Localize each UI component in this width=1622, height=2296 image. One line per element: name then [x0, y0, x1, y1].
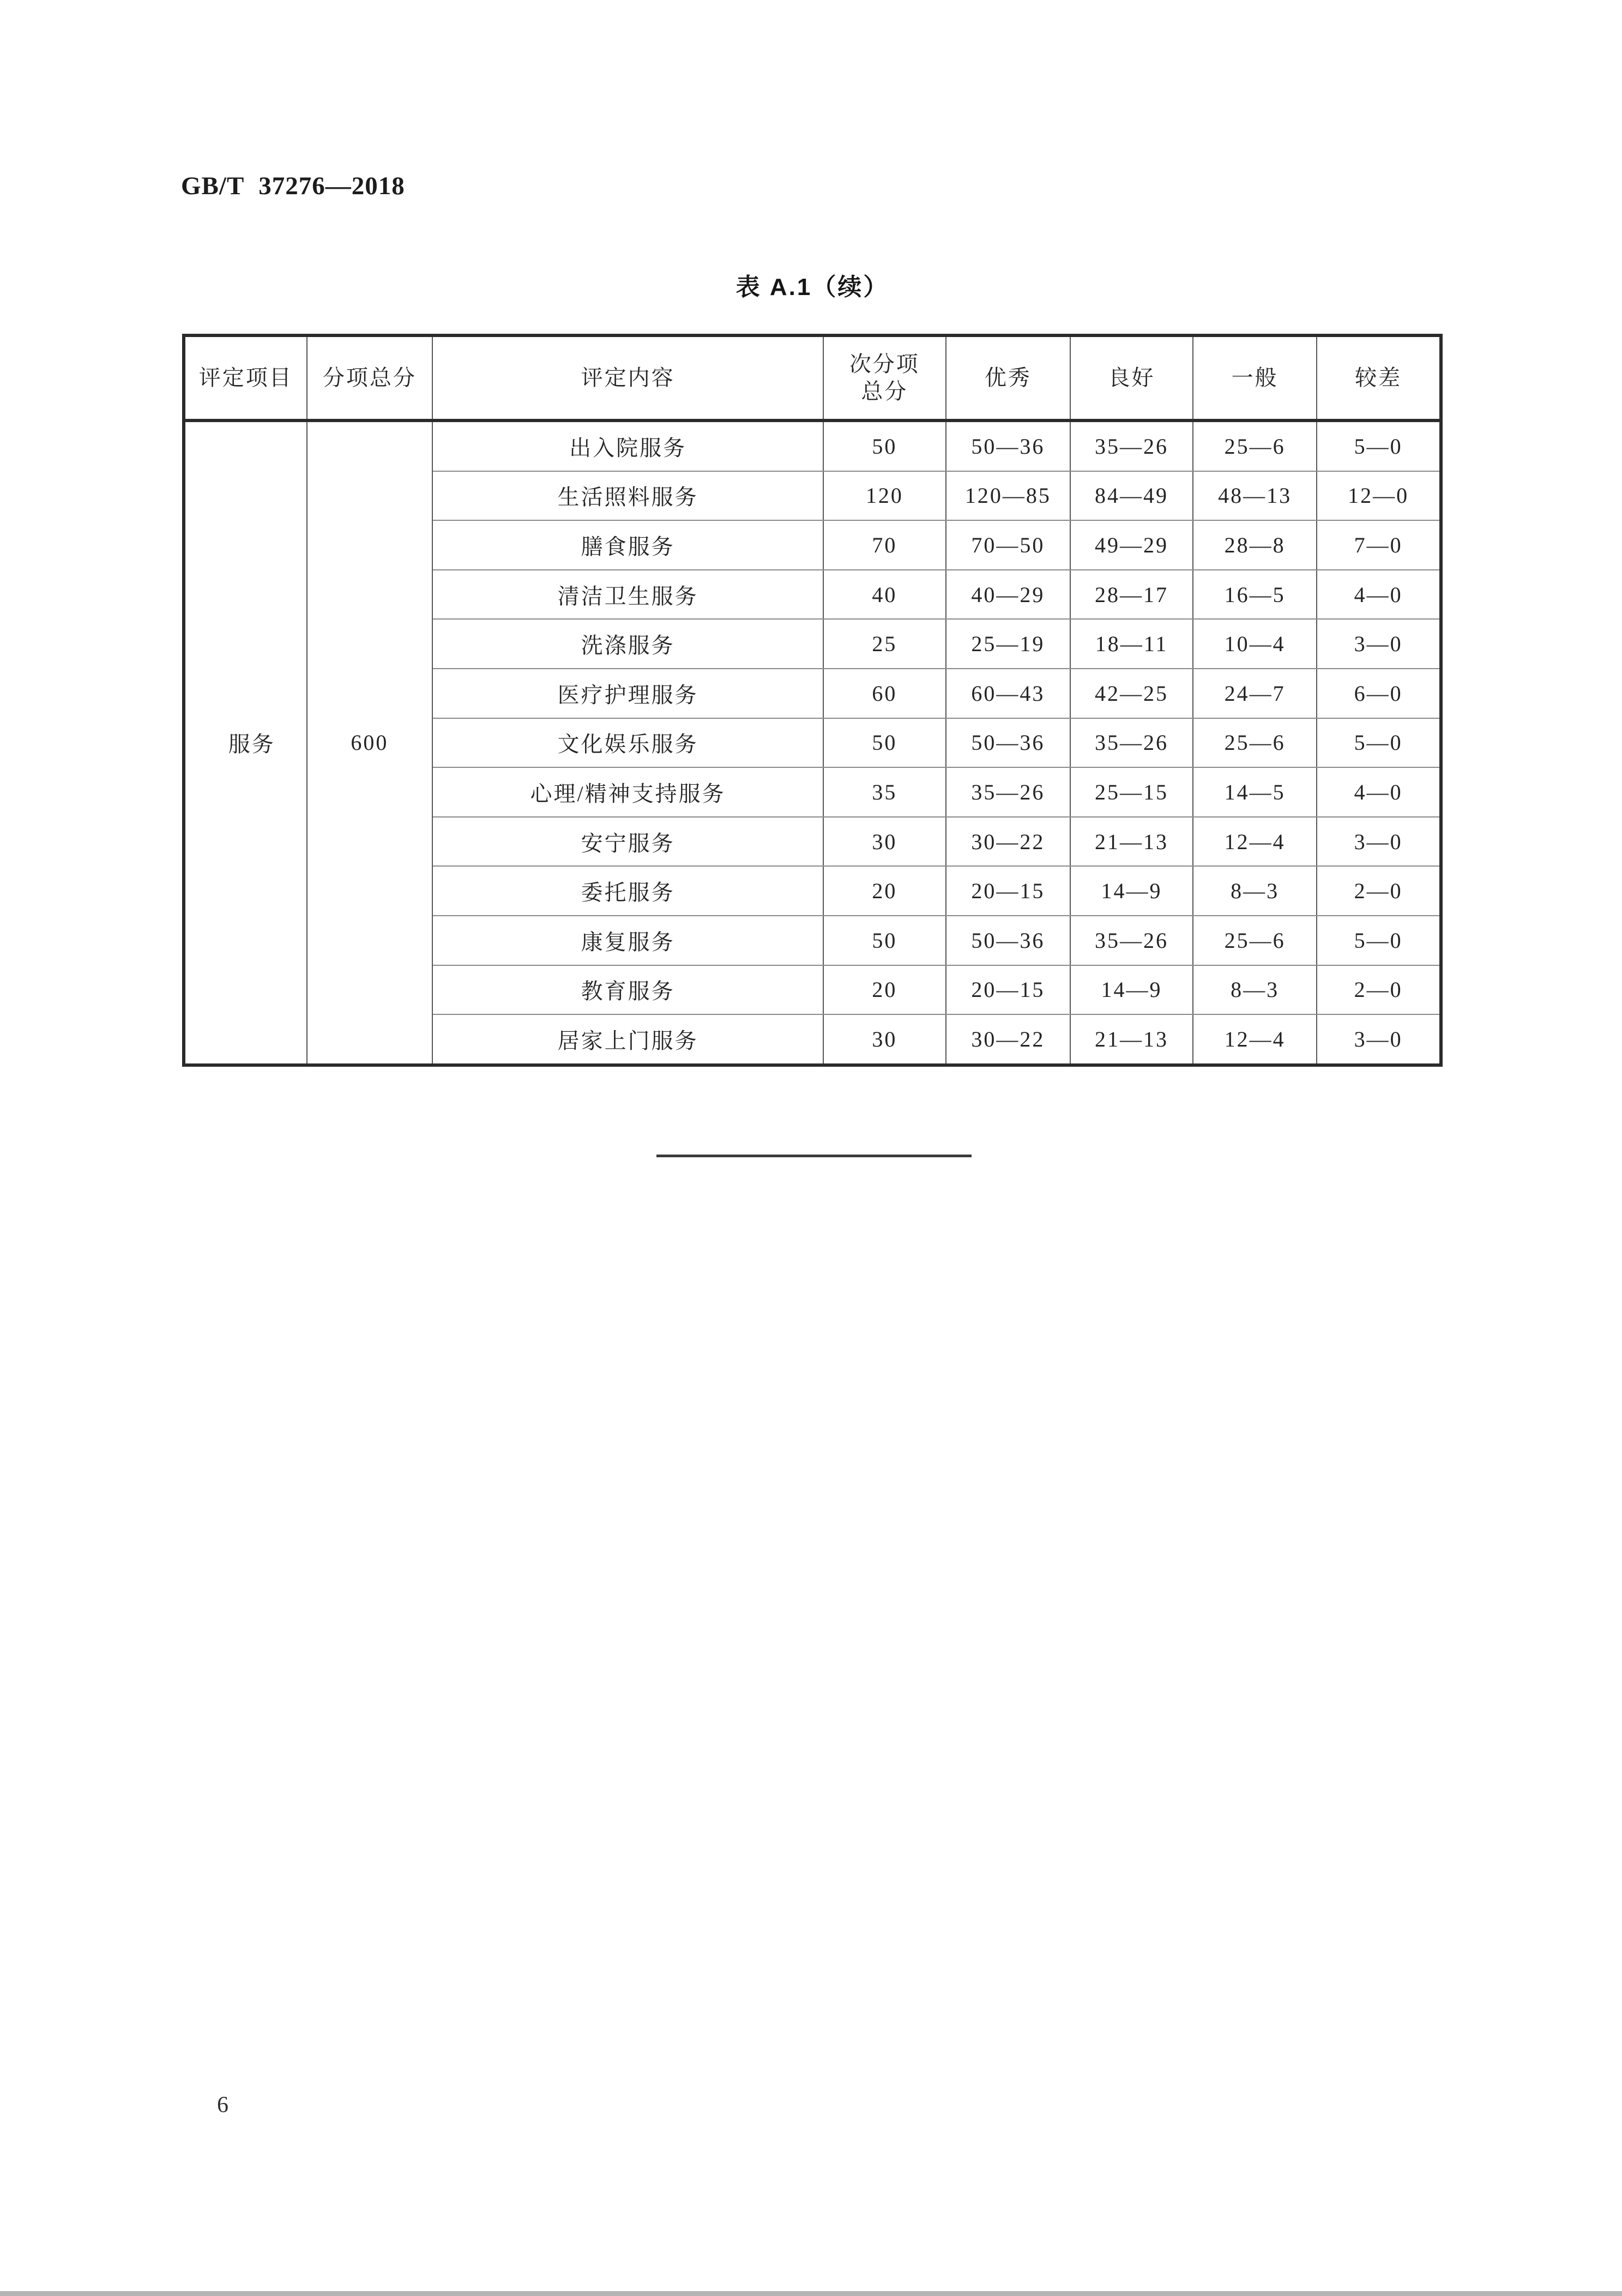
average-range-cell: 10—4 — [1193, 619, 1317, 669]
poor-range-cell: 3—0 — [1317, 619, 1441, 669]
average-range-cell: 25—6 — [1193, 916, 1317, 965]
excellent-range-cell: 30—22 — [946, 817, 1071, 867]
excellent-range-cell: 70—50 — [946, 520, 1071, 570]
poor-range-cell: 2—0 — [1317, 866, 1441, 916]
subsub-total-cell: 60 — [823, 669, 946, 718]
good-range-cell: 84—49 — [1070, 471, 1193, 521]
table-row — [184, 420, 1441, 471]
poor-range-cell: 2—0 — [1317, 965, 1441, 1015]
subsub-total-cell: 120 — [823, 471, 946, 521]
col-header-evaluation-item: 评定项目 — [184, 335, 307, 420]
good-range-cell: 49—29 — [1070, 520, 1193, 570]
subitem-total-cell: 600 — [307, 420, 433, 1065]
service-name-cell: 委托服务 — [432, 866, 823, 916]
good-range-cell: 35—26 — [1070, 420, 1193, 471]
service-name-cell: 心理/精神支持服务 — [432, 767, 823, 817]
excellent-range-cell: 20—15 — [946, 965, 1071, 1015]
col-header-subsub-total-line1: 次分项 — [849, 352, 920, 376]
poor-range-cell: 5—0 — [1317, 420, 1441, 471]
col-header-evaluation-content: 评定内容 — [432, 335, 823, 420]
service-name-cell: 教育服务 — [432, 965, 823, 1015]
col-header-average: 一般 — [1193, 335, 1317, 420]
average-range-cell: 8—3 — [1193, 965, 1317, 1015]
service-name-cell: 居家上门服务 — [432, 1014, 823, 1065]
excellent-range-cell: 50—36 — [946, 420, 1071, 471]
standard-code: GB/T 37276—2018 — [181, 172, 405, 200]
subsub-total-cell: 50 — [823, 718, 946, 768]
scan-edge-artifact — [0, 2291, 1622, 2296]
table-header-row — [184, 335, 1441, 420]
subsub-total-cell: 30 — [823, 1014, 946, 1065]
average-range-cell: 14—5 — [1193, 767, 1317, 817]
subsub-total-cell: 50 — [823, 916, 946, 965]
excellent-range-cell: 20—15 — [946, 866, 1071, 916]
good-range-cell: 14—9 — [1070, 866, 1193, 916]
excellent-range-cell: 50—36 — [946, 916, 1071, 965]
good-range-cell: 42—25 — [1070, 669, 1193, 718]
subsub-total-cell: 70 — [823, 520, 946, 570]
excellent-range-cell: 50—36 — [946, 718, 1071, 768]
average-range-cell: 12—4 — [1193, 817, 1317, 867]
good-range-cell: 35—26 — [1070, 718, 1193, 768]
subsub-total-cell: 35 — [823, 767, 946, 817]
table-closing-rule — [656, 1155, 972, 1157]
poor-range-cell: 7—0 — [1317, 520, 1441, 570]
table-body — [184, 420, 1441, 1065]
subsub-total-cell: 50 — [823, 420, 946, 471]
poor-range-cell: 4—0 — [1317, 767, 1441, 817]
excellent-range-cell: 25—19 — [946, 619, 1071, 669]
subsub-total-cell: 25 — [823, 619, 946, 669]
average-range-cell: 8—3 — [1193, 866, 1317, 916]
good-range-cell: 21—13 — [1070, 1014, 1193, 1065]
good-range-cell: 35—26 — [1070, 916, 1193, 965]
subsub-total-cell: 20 — [823, 965, 946, 1015]
excellent-range-cell: 60—43 — [946, 669, 1071, 718]
good-range-cell: 18—11 — [1070, 619, 1193, 669]
poor-range-cell: 4—0 — [1317, 570, 1441, 620]
poor-range-cell: 3—0 — [1317, 1014, 1441, 1065]
poor-range-cell: 3—0 — [1317, 817, 1441, 867]
col-header-excellent: 优秀 — [946, 335, 1071, 420]
good-range-cell: 21—13 — [1070, 817, 1193, 867]
service-name-cell: 清洁卫生服务 — [432, 570, 823, 620]
col-header-subsub-total-line2: 总分 — [861, 379, 908, 404]
excellent-range-cell: 35—26 — [946, 767, 1071, 817]
average-range-cell: 24—7 — [1193, 669, 1317, 718]
poor-range-cell: 5—0 — [1317, 916, 1441, 965]
evaluation-table — [182, 334, 1443, 1067]
subsub-total-cell: 30 — [823, 817, 946, 867]
excellent-range-cell: 30—22 — [946, 1014, 1071, 1065]
excellent-range-cell: 40—29 — [946, 570, 1071, 620]
col-header-poor: 较差 — [1317, 335, 1441, 420]
average-range-cell: 25—6 — [1193, 718, 1317, 768]
evaluation-item-cell: 服务 — [184, 420, 307, 1065]
service-name-cell: 生活照料服务 — [432, 471, 823, 521]
average-range-cell: 25—6 — [1193, 420, 1317, 471]
table-caption: 表 A.1（续） — [735, 274, 889, 300]
service-name-cell: 安宁服务 — [432, 817, 823, 867]
page-number: 6 — [217, 2093, 228, 2118]
service-name-cell: 膳食服务 — [432, 520, 823, 570]
average-range-cell: 28—8 — [1193, 520, 1317, 570]
poor-range-cell: 5—0 — [1317, 718, 1441, 768]
subsub-total-cell: 40 — [823, 570, 946, 620]
service-name-cell: 文化娱乐服务 — [432, 718, 823, 768]
subsub-total-cell: 20 — [823, 866, 946, 916]
good-range-cell: 25—15 — [1070, 767, 1193, 817]
service-name-cell: 康复服务 — [432, 916, 823, 965]
excellent-range-cell: 120—85 — [946, 471, 1071, 521]
col-header-subitem-total: 分项总分 — [307, 335, 433, 420]
poor-range-cell: 6—0 — [1317, 669, 1441, 718]
good-range-cell: 14—9 — [1070, 965, 1193, 1015]
good-range-cell: 28—17 — [1070, 570, 1193, 620]
service-name-cell: 出入院服务 — [432, 420, 823, 471]
average-range-cell: 16—5 — [1193, 570, 1317, 620]
service-name-cell: 医疗护理服务 — [432, 669, 823, 718]
average-range-cell: 48—13 — [1193, 471, 1317, 521]
poor-range-cell: 12—0 — [1317, 471, 1441, 521]
col-header-good: 良好 — [1070, 335, 1193, 420]
service-name-cell: 洗涤服务 — [432, 619, 823, 669]
col-header-subsub-total — [823, 335, 946, 420]
average-range-cell: 12—4 — [1193, 1014, 1317, 1065]
